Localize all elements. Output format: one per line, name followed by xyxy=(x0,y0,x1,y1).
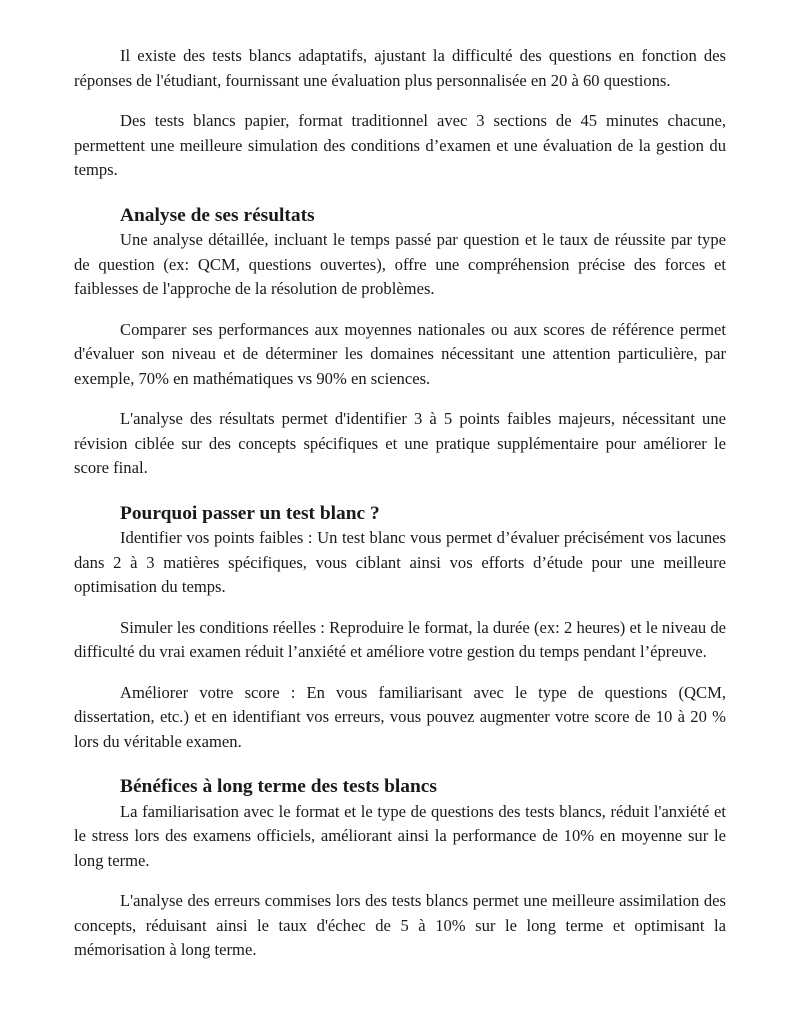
section-heading-benefices: Bénéfices à long terme des tests blancs xyxy=(120,776,437,797)
paragraph-spacer xyxy=(74,93,726,109)
paragraph-spacer xyxy=(74,873,726,889)
section-spacer xyxy=(74,481,726,502)
benefices-paragraph-1: La familiarisation avec le format et le type de questions des tests blancs, réduit l'anxiété et le stress lors des examens officiels, améliorant ainsi la performance de 10% en moyenne sur le long terme. xyxy=(74,801,726,870)
paragraph-spacer xyxy=(74,391,726,407)
section-spacer xyxy=(74,183,726,204)
analyse-paragraph-1: Une analyse détaillée, incluant le temps passé par question et le taux de réussite par type de question (ex: QCM, questions ouvertes), offre une compréhension précise des forces et faiblesses de l'approche de la résolution de problèmes. xyxy=(74,230,726,298)
paragraph-spacer xyxy=(74,665,726,681)
analyse-paragraph-3: L'analyse des résultats permet d'identifier 3 à 5 points faibles majeurs, nécessitant une révision ciblée sur des concepts spécifiques et une pratique supplémentaire pour améliorer le score final. xyxy=(74,409,726,477)
paragraph-spacer xyxy=(74,600,726,616)
intro-paragraph-2: Des tests blancs papier, format traditionnel avec 3 sections de 45 minutes chacune, permettent une meilleure simulation des conditions d’examen et une évaluation de la gestion du temps. xyxy=(74,111,726,179)
analyse-paragraph-2: Comparer ses performances aux moyennes nationales ou aux scores de référence permet d'évaluer son niveau et de déterminer les domaines nécessitant une attention particulière, par exemple, 70% en mathématiques vs 90% en sciences. xyxy=(74,319,726,388)
section-spacer xyxy=(74,754,726,775)
paragraph-spacer xyxy=(74,302,726,318)
section-heading-pourquoi: Pourquoi passer un test blanc ? xyxy=(120,502,380,524)
benefices-paragraph-2: L'analyse des erreurs commises lors des tests blancs permet une meilleure assimilation des concepts, réduisant ainsi le taux d'échec de 5 à 10% sur le long terme et optimisant la mémorisation à long terme. xyxy=(74,891,726,959)
intro-paragraph-1: Il existe des tests blancs adaptatifs, ajustant la difficulté des questions en fonction des réponses de l'étudiant, fournissant une évaluation plus personnalisée en 20 à 60 questions. xyxy=(74,46,726,90)
section-heading-analyse: Analyse de ses résultats xyxy=(120,204,315,226)
pourquoi-paragraph-3: Améliorer votre score : En vous familiarisant avec le type de questions (QCM, dissertation, etc.) et en identifiant vos erreurs, vous pouvez augmenter votre score de 10 à 20 % lors du véritable examen. xyxy=(74,682,726,751)
document-page xyxy=(74,44,726,963)
pourquoi-paragraph-1: Identifier vos points faibles : Un test blanc vous permet d’évaluer précisément vos lacunes dans 2 à 3 matières spécifiques, vous ciblant ainsi vos efforts d’étude pour une meilleure optimisation du temps. xyxy=(74,528,726,596)
pourquoi-paragraph-2: Simuler les conditions réelles : Reproduire le format, la durée (ex: 2 heures) et le niveau de difficulté du vrai examen réduit l’anxiété et améliore votre gestion du temps pendant l’épreuve. xyxy=(74,617,726,661)
